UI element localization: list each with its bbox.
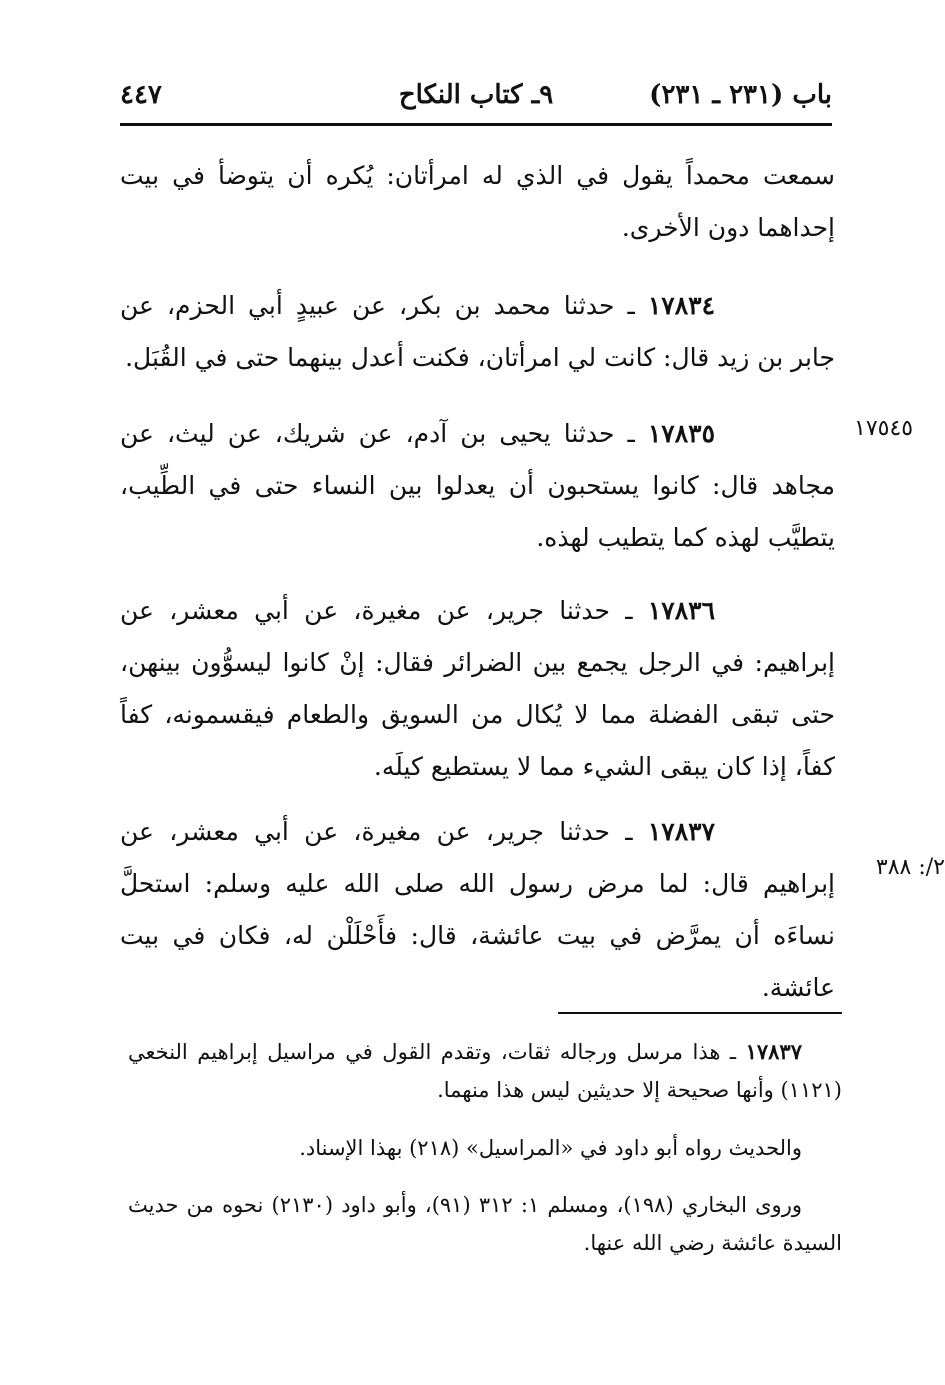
margin-reference: ٢/: ٣٨٨ bbox=[875, 855, 945, 880]
hadith-paragraph bbox=[120, 806, 835, 1014]
footnote-divider bbox=[558, 1012, 842, 1014]
footnote-text: والحديث رواه أبو داود في «المراسيل» (٢١٨) بهذا الإسناد. bbox=[299, 1136, 802, 1160]
hadith-text: سمعت محمداً يقول في الذي له امرأتان: يُكره أن يتوضأ في بيت إحداهما دون الأخرى. bbox=[120, 161, 835, 242]
hadith-text: ـ حدثنا جرير، عن مغيرة، عن أبي معشر، عن إبراهيم: في الرجل يجمع بين الضرائر فقال: إنْ كانوا ليسوُّون بينهن، حتى تبقى الفضلة مما لا يُكال من السويق والطعام فيقسمونه، كفاً كفاً، إذا كان يبقى الشيء مما لا يستطيع كيلَه. bbox=[120, 596, 835, 781]
section-title: باب (٢٣١ ـ ٢٣١) bbox=[649, 80, 832, 110]
hadith-text: ـ حدثنا محمد بن بكر، عن عبيدٍ أبي الحزم، عن جابر بن زيد قال: كانت لي امرأتان، فكنت أعدل بينهما حتى في القُبَل. bbox=[120, 291, 835, 372]
hadith-paragraph bbox=[120, 280, 835, 384]
hadith-text: ـ حدثنا يحيى بن آدم، عن شريك، عن ليث، عن مجاهد قال: كانوا يستحبون أن يعدلوا بين النساء حتى في الطِّيب، يتطيَّب لهذه كما يتطيب لهذه. bbox=[120, 419, 835, 552]
hadith-number: ١٧٨٣٤ bbox=[647, 291, 715, 320]
chapter-title: ٩ـ كتاب النكاح bbox=[398, 80, 554, 110]
hadith-number: ١٧٨٣٧ bbox=[647, 817, 715, 846]
hadith-number: ١٧٨٣٥ bbox=[647, 419, 715, 448]
header-divider bbox=[120, 123, 832, 126]
footnote-text: وروى البخاري (١٩٨)، ومسلم ١: ٣١٢ (٩١)، وأبو داود (٢١٣٠) نحوه من حديث السيدة عائشة رضي الله عنها. bbox=[128, 1193, 842, 1255]
footnote bbox=[128, 1033, 842, 1109]
footnote-number: ١٧٨٣٧ bbox=[745, 1039, 802, 1064]
page-number: ٤٤٧ bbox=[120, 80, 162, 110]
hadith-text: ـ حدثنا جرير، عن مغيرة، عن أبي معشر، عن إبراهيم قال: لما مرض رسول الله صلى الله عليه وسلم: استحلَّ نساءَه أن يمرَّض في بيت عائشة، قال: فأَحْلَلْن له، فكان في بيت عائشة. bbox=[120, 817, 835, 1002]
hadith-paragraph bbox=[120, 585, 835, 793]
margin-reference: ١٧٥٤٥ bbox=[854, 416, 914, 441]
page-header bbox=[120, 76, 832, 120]
hadith-paragraph bbox=[120, 150, 835, 254]
footnote bbox=[128, 1129, 842, 1167]
footnote-text: ـ هذا مرسل ورجاله ثقات، وتقدم القول في مراسيل إبراهيم النخعي (١١٢١) وأنها صحيحة إلا حديثين ليس هذا منهما. bbox=[128, 1040, 842, 1102]
hadith-number: ١٧٨٣٦ bbox=[647, 596, 715, 625]
hadith-paragraph bbox=[120, 408, 835, 564]
footnote bbox=[128, 1186, 842, 1262]
